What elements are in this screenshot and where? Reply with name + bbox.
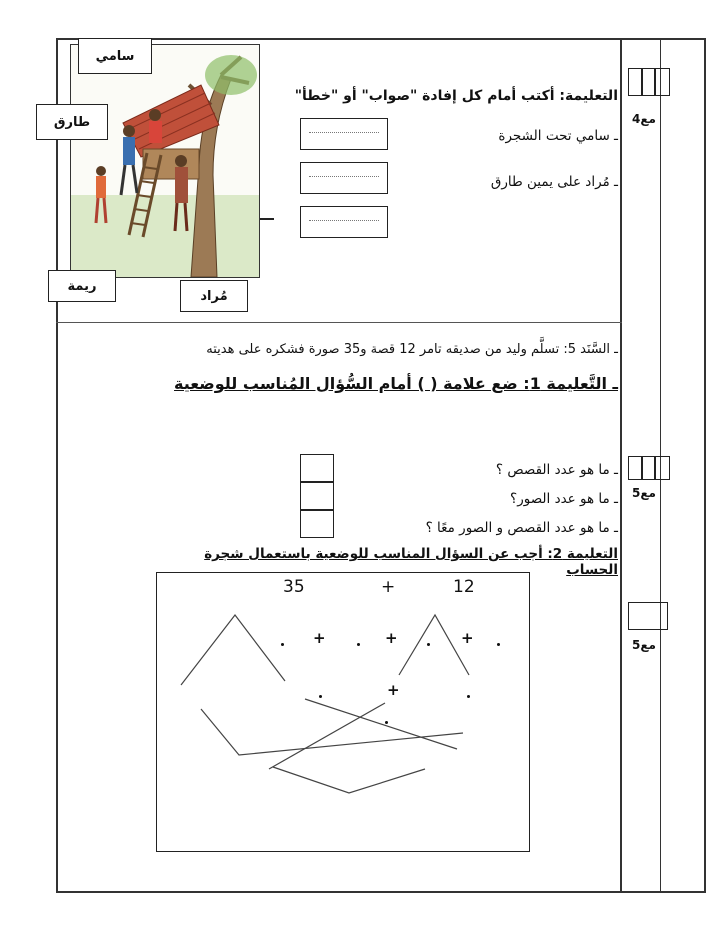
name-label-mourad xyxy=(180,280,248,312)
tree-plus-1: + xyxy=(313,629,326,647)
name-label-rima xyxy=(48,270,116,302)
answer-box-2[interactable] xyxy=(300,162,388,194)
statement-1: ـ سامي تحت الشجرة xyxy=(498,128,618,144)
statement-2: ـ مُراد على يمين طارق xyxy=(490,174,618,190)
name-label-sami-text: سامي xyxy=(95,48,135,64)
tree-plus-2: + xyxy=(385,629,398,647)
dash-mark xyxy=(260,218,274,220)
name-label-tarek-text: طارق xyxy=(53,114,91,130)
section5-instruction1: ـ التَّعليمة 1: ضع علامة ( ) أمام السُّؤال المُناسب للوضعية xyxy=(174,374,618,393)
tree-house-drawing xyxy=(71,45,259,277)
answer-box-3[interactable] xyxy=(300,206,388,238)
tree-number-35: 35 xyxy=(283,577,305,597)
section-divider-1 xyxy=(56,322,622,323)
tree-number-12: 12 xyxy=(453,577,475,597)
score-grid-5 xyxy=(628,456,670,480)
name-label-sami xyxy=(78,38,152,74)
question-3: ـ ما هو عدد القصص و الصور معًا ؟ xyxy=(425,520,618,536)
checkbox-question-2[interactable] xyxy=(300,482,334,510)
score-column-divider xyxy=(620,38,622,893)
tree-plus-3: + xyxy=(461,629,474,647)
score-ref-5a: مع5 xyxy=(632,486,656,500)
section5-prompt: ـ السَّنَد 5: تسلَّم وليد من صديقه تامر 12 قصة و35 صورة فشكره على هديته xyxy=(206,342,618,357)
score-grid-4 xyxy=(628,68,670,96)
tree-plus-4: + xyxy=(387,681,400,699)
tree-lines-drawing xyxy=(157,573,529,851)
checkbox-question-1[interactable] xyxy=(300,454,334,482)
section6-instruction2: التعليمة 2: أجب عن السؤال المناسب للوضعية باستعمال شجرة الحساب xyxy=(204,546,618,578)
calculation-tree-box xyxy=(156,572,530,852)
answer-box-1[interactable] xyxy=(300,118,388,150)
name-label-tarek xyxy=(36,104,108,140)
tree-house-illustration xyxy=(70,44,260,278)
tree-operator-plus: + xyxy=(381,577,396,597)
score-ref-6: مع5 xyxy=(632,638,656,652)
score-ref-4: مع4 xyxy=(632,112,656,126)
checkbox-question-3[interactable] xyxy=(300,510,334,538)
question-1: ـ ما هو عدد القصص ؟ xyxy=(495,462,618,478)
score-box-6 xyxy=(628,602,668,630)
name-label-mourad-text: مُراد xyxy=(200,288,228,304)
instruction-section4: التعليمة: أكتب أمام كل إفادة "صواب" أو "خطأ" xyxy=(294,88,618,104)
question-2: ـ ما هو عدد الصور؟ xyxy=(510,491,618,507)
name-label-rima-text: ريمة xyxy=(67,278,97,294)
